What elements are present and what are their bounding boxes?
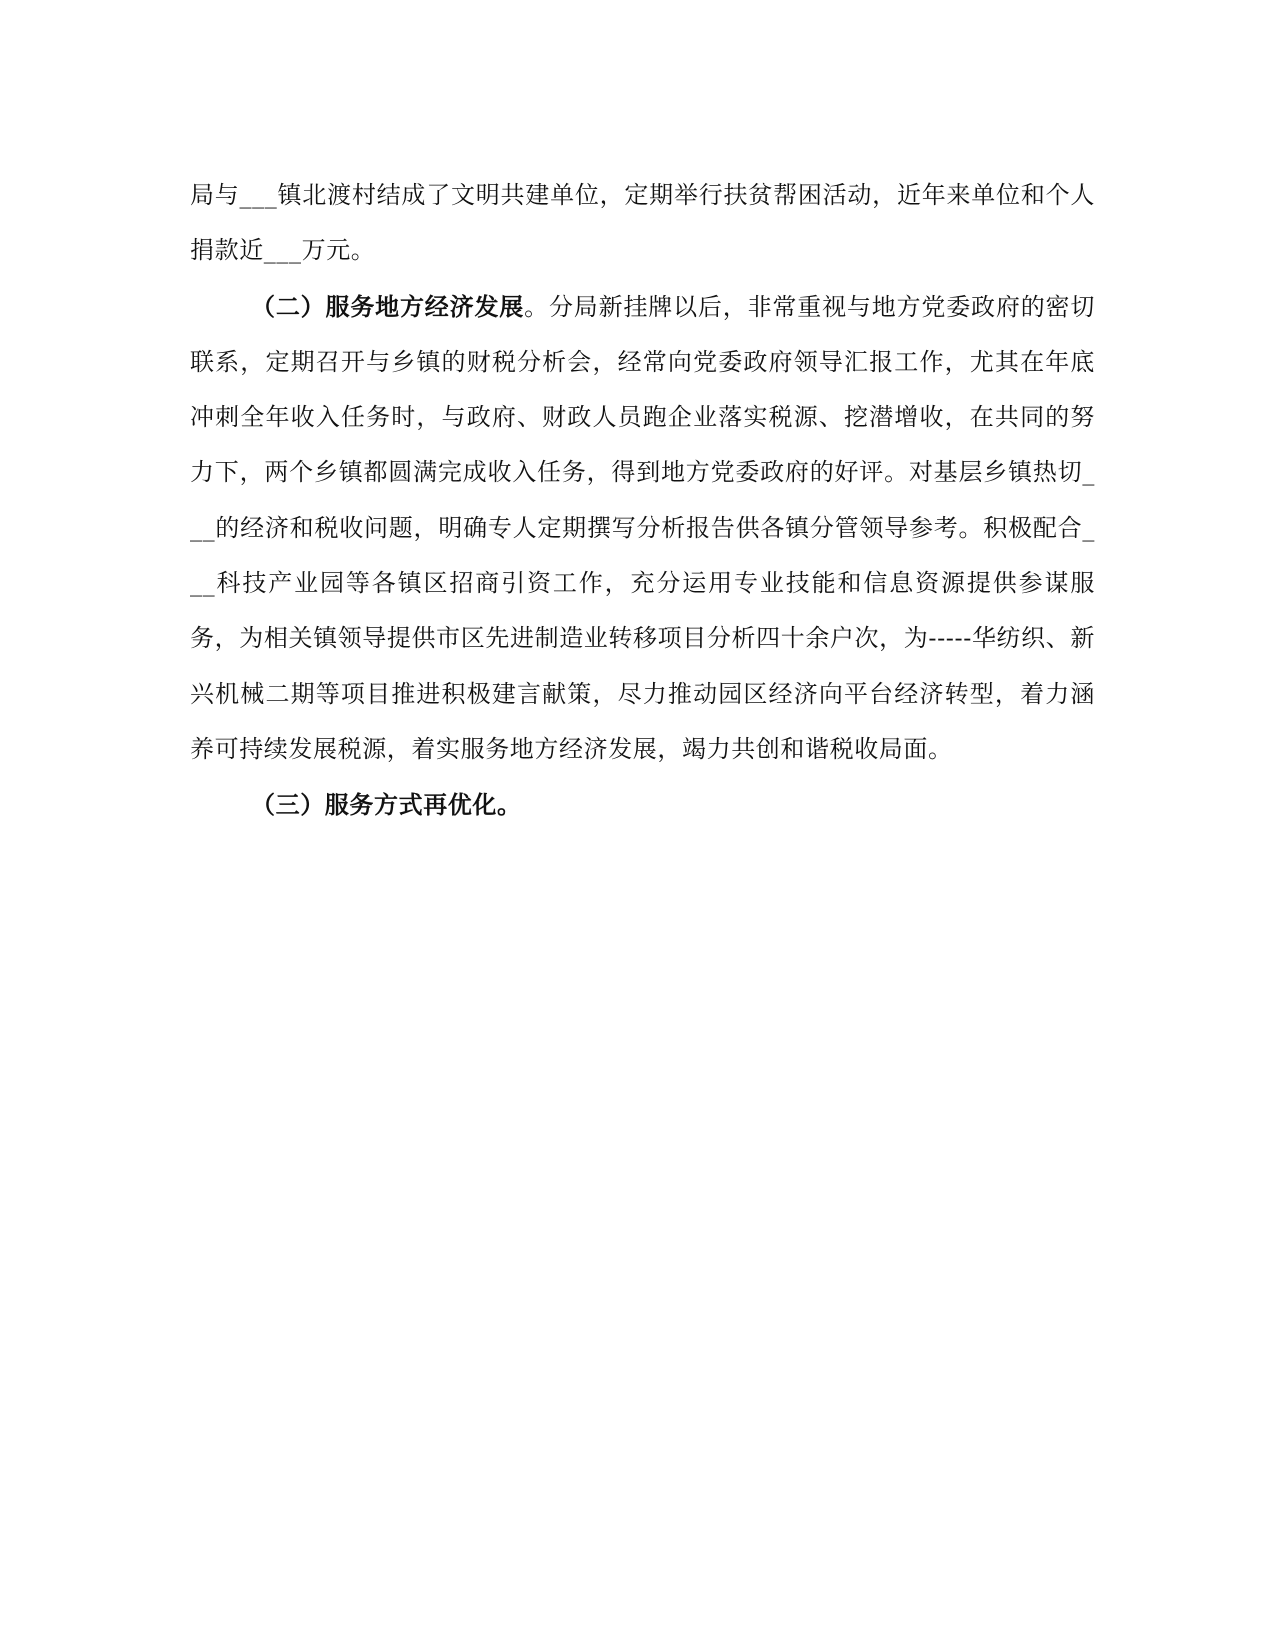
- paragraph-continuation: [190, 168, 1095, 279]
- section-heading-2: （二）服务地方经济发展: [251, 291, 525, 321]
- document-body: [190, 168, 1095, 834]
- paragraph-economic-development: [190, 279, 1095, 778]
- paragraph-service-optimization: [190, 777, 1095, 833]
- section-heading-3: （三）服务方式再优化。: [251, 790, 522, 820]
- paragraph-text: 。分局新挂牌以后，非常重视与地方党委政府的密切联系，定期召开与乡镇的财税分析会，经常向党委政府领导汇报工作，尤其在年底冲刺全年收入任务时，与政府、财政人员跑企业落实税源、挖潜增收，在共同的努力下，两个乡镇都圆满完成收入任务，得到地方党委政府的好评。对基层乡镇热切___的经济和税收问题，明确专人定期撰写分析报告供各镇分管领导参考。积极配合___科技产业园等各镇区招商引资工作，充分运用专业技能和信息资源提供参谋服务，为相关镇领导提供市区先进制造业转移项目分析四十余户次，为-----华纺织、新兴机械二期等项目推进积极建言献策，尽力推动园区经济向平台经济转型，着力涵养可持续发展税源，着实服务地方经济发展，竭力共创和谐税收局面。: [190, 292, 1095, 763]
- paragraph-text: 局与___镇北渡村结成了文明共建单位，定期举行扶贫帮困活动，近年来单位和个人捐款近___万元。: [190, 181, 1095, 265]
